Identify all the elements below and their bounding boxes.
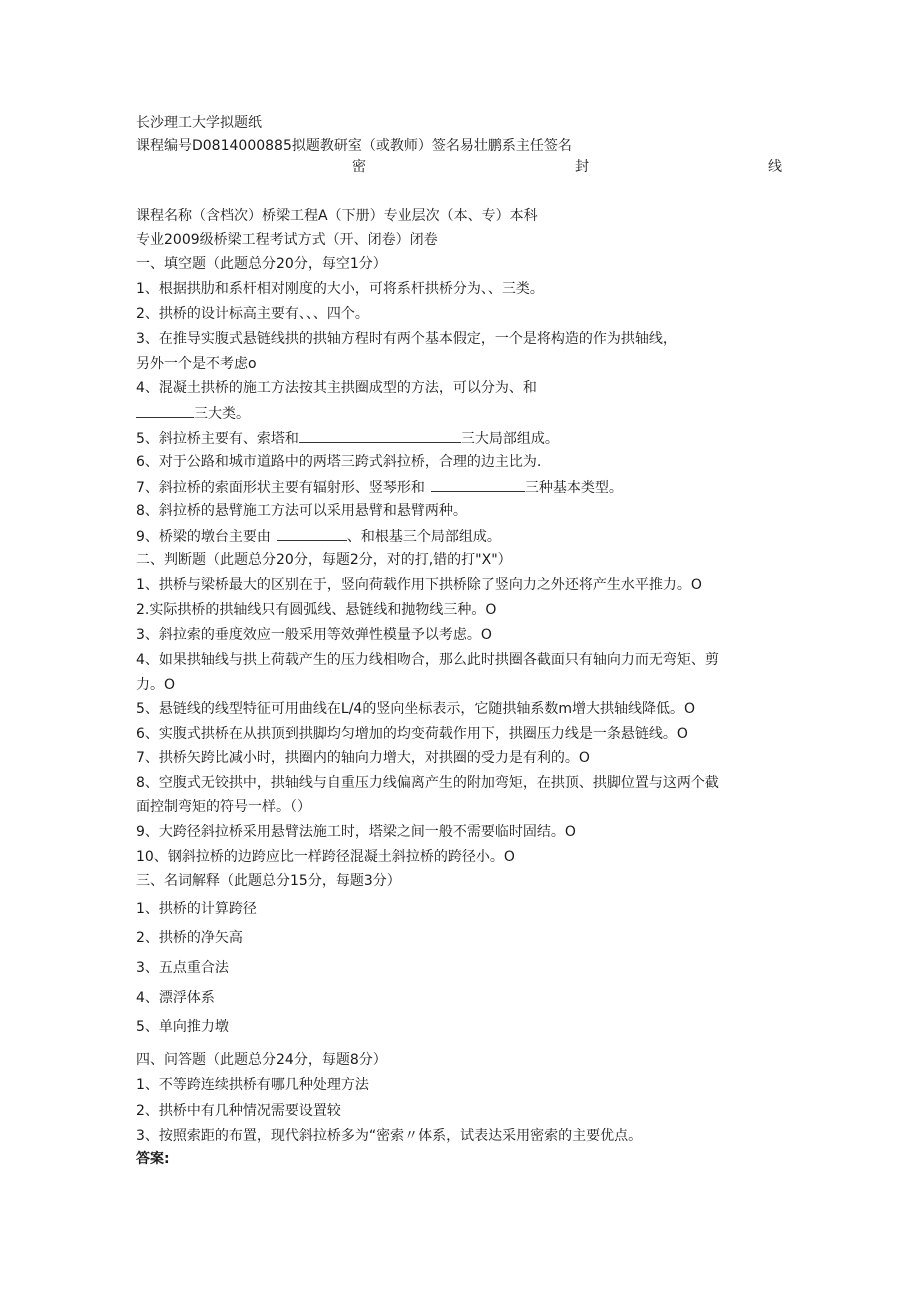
section-judge-title: 二、判断题（此题总分20分，每题2分，对的打,错的打"X"） <box>136 552 512 568</box>
fill-q8: 8、斜拉桥的悬臂施工方法可以采用悬臂和悬臂两种。 <box>136 503 467 519</box>
fill-q5-line <box>136 429 559 448</box>
fill-q2: 2、拱桥的设计标高主要有、、、四个。 <box>136 306 369 322</box>
university-title: 长沙理工大学拟题纸 <box>136 115 262 131</box>
answer-blank <box>431 478 525 492</box>
fill-q7a: 7、斜拉桥的索面形状主要有辐射形、竖琴形和 <box>136 480 425 496</box>
fill-q3b: 另外一个是不考虑o <box>136 356 257 372</box>
term-item: 2、拱桥的净矢高 <box>136 930 243 946</box>
fill-q7-line <box>136 478 623 497</box>
qa-item: 1、不等跨连续拱桥有哪几种处理方法 <box>136 1077 369 1093</box>
term-item: 3、五点重合法 <box>136 960 229 976</box>
term-item: 5、单向推力墩 <box>136 1019 229 1035</box>
judge-q4a: 4、如果拱轴线与拱上荷载产生的压力线相吻合，那么此时拱圈各截面只有轴向力而无弯矩、剪 <box>136 652 719 668</box>
judge-q4b: 力。O <box>136 677 176 693</box>
answer-blank <box>299 429 461 443</box>
section-fill-title: 一、填空题（此题总分20分，每空1分） <box>136 256 387 272</box>
judge-q9: 9、大跨径斜拉桥采用悬臂法施工时，塔梁之间一般不需要临时固结。O <box>136 824 576 840</box>
qa-item: 3、按照索距的布置，现代斜拉桥多为“密索〃体系，试表达采用密索的主要优点。 <box>136 1128 643 1144</box>
fill-q4b: 三大类。 <box>194 406 250 422</box>
course-code-line: 课程编号D0814000885拟题教研室（或教师）签名易壮鹏系主任签名 <box>136 138 572 154</box>
judge-q1: 1、拱桥与梁桥最大的区别在于，竖向荷载作用下拱桥除了竖向力之外还将产生水平推力。O <box>136 577 702 593</box>
fill-q9a: 9、桥梁的墩台主要由 <box>136 529 271 545</box>
course-name-line: 课程名称（含档次）桥梁工程A（下册）专业层次（本、专）本科 <box>136 208 538 224</box>
section-terms-title: 三、名词解释（此题总分15分，每题3分） <box>136 873 401 889</box>
judge-q5: 5、悬链线的线型特征可用曲线在L/4的竖向坐标表示，它随拱轴系数m增大拱轴线降低。O <box>136 701 695 717</box>
fill-q9b: 、和根基三个局部组成。 <box>346 529 501 545</box>
term-item: 4、漂浮体系 <box>136 990 215 1006</box>
fill-q3a: 3、在推导实腹式悬链线拱的拱轴方程时有两个基本假定，一个是将构造的作为拱轴线， <box>136 331 677 347</box>
judge-q7: 7、拱桥矢跨比减小时，拱圈内的轴向力增大，对拱圈的受力是有利的。O <box>136 750 590 766</box>
seal-xian: 线 <box>768 159 782 175</box>
answer-blank <box>136 404 194 418</box>
seal-feng: 封 <box>575 159 589 175</box>
major-line: 专业2009级桥梁工程考试方式（开、闭卷）闭卷 <box>136 232 438 248</box>
judge-q8a: 8、空腹式无铰拱中，拱轴线与自重压力线偏离产生的附加弯矩，在拱顶、拱脚位置与这两个截 <box>136 775 719 791</box>
judge-q2: 2.实际拱桥的拱轴线只有圆弧线、悬链线和抛物线三种。O <box>136 602 497 618</box>
qa-item: 2、拱桥中有几种情况需要设置较 <box>136 1103 341 1119</box>
judge-q8b: 面控制弯矩的符号一样。（） <box>136 799 311 815</box>
section-qa-title: 四、问答题（此题总分24分，每题8分） <box>136 1052 387 1068</box>
judge-q3: 3、斜拉索的垂度效应一般采用等效弹性模量予以考虑。O <box>136 627 492 643</box>
fill-q4b-line <box>136 404 250 423</box>
fill-q5b: 三大局部组成。 <box>460 431 559 447</box>
answer-label: 答案: <box>136 1151 170 1167</box>
judge-q6: 6、实腹式拱桥在从拱顶到拱脚均匀增加的均变荷载作用下，拱圈压力线是一条悬链线。O <box>136 726 688 742</box>
fill-q9-line <box>136 527 501 546</box>
fill-q6: 6、对于公路和城市道路中的两塔三跨式斜拉桥，合理的边主比为. <box>136 454 542 470</box>
answer-blank <box>277 527 347 541</box>
fill-q7b: 三种基本类型。 <box>524 480 623 496</box>
term-item: 1、拱桥的计算跨径 <box>136 901 257 917</box>
fill-q4a: 4、混凝土拱桥的施工方法按其主拱圈成型的方法，可以分为、和 <box>136 380 537 396</box>
fill-q1: 1、根据拱肋和系杆相对刚度的大小，可将系杆拱桥分为、、三类。 <box>136 281 544 297</box>
judge-q10: 10、钢斜拉桥的边跨应比一样跨径混凝土斜拉桥的跨径小。O <box>136 849 515 865</box>
seal-mi: 密 <box>352 159 366 175</box>
fill-q5a: 5、斜拉桥主要有、索塔和 <box>136 431 299 447</box>
